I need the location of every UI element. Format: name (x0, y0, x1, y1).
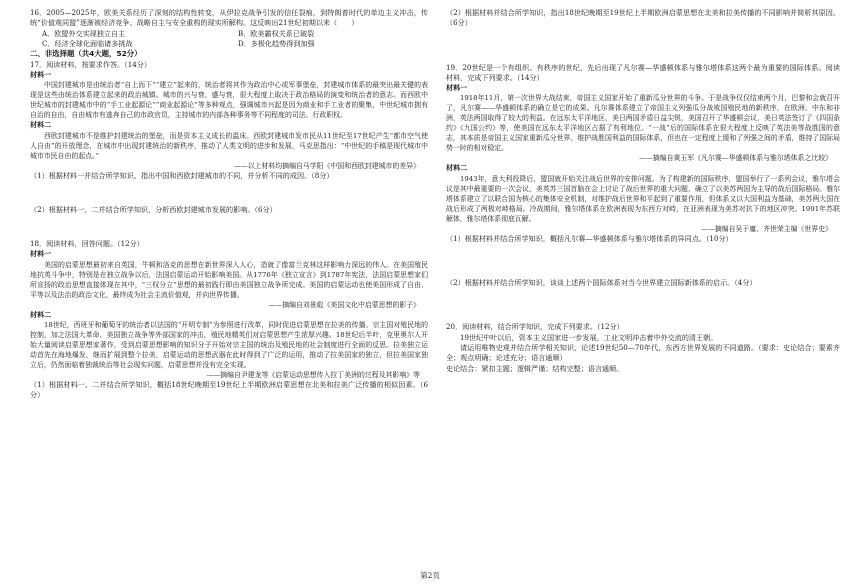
q19-material1-source: ——摘编自黄玉军《凡尔赛—华盛顿体系与雅尔塔体系之比较》 (639, 154, 832, 163)
q18-material2-title: 材料二 (30, 309, 52, 319)
q17-material2-text: 西欧封建城市不是维护封建统治的堡垒，而是资本主义成长的温床。西欧封建城市发市民从11世纪至17世纪产生“都市空气使人自由”的开放理念，在城市中出现封建统治的新秩序，推动了人类文明的进步和发展，马克思指出：“中世纪的手稿是现代城市中城市市民自由的起点。” (30, 131, 428, 160)
page-number: 第2页 (420, 571, 440, 580)
answer-space (446, 288, 840, 322)
q18-material1-text: 美国的启蒙思想最初来自英国，牛顿和洛克的思想在新世界深入人心，造就了像富兰克林这样影响力深远的伟人。在美国殖民地抗英斗争中，特别是在独立战争以后，法国启蒙运动开始影响美国。从1776年《独立宣言》到1787年宪法，法国启蒙思想家们所宣扬的政治思想直接体现在其中，“三权分立”思想的最初践行即由美国独立战争所完成。美国的启蒙运动也使美国形成了自由、平等以及法治的政治文化，最终成为社会主流价值观，并向世界传播。 (30, 260, 428, 299)
q17-material2-source: ——以上材料均摘编自马学阳《中国和西欧封建城市的差异》 (233, 161, 420, 170)
q18-sub1: （1）根据材料一、二并结合所学知识，概括18世纪晚期至19世纪上半期欧洲启蒙思想在北美和拉美广泛传播的相似因素。（6分） (30, 380, 428, 400)
q16-option-c: C．经济全球化面临诸多挑战 (42, 38, 133, 48)
answer-space (30, 215, 428, 239)
q18-stem: 18．阅读材料，回答问题。（12分） (30, 239, 144, 249)
q18-material2-source: ——摘编自尹建龙等《启蒙运动思想传入拉丁美洲的过程及其影响》等 (206, 371, 420, 380)
q16-option-d: D．多极化趋势得到加强 (238, 38, 315, 48)
q16-option-b: B．欧美霸权关系已破裂 (238, 28, 315, 38)
q19-sub2: （2）根据材料并结合所学知识，谈谈上述两个国际体系对当今世界建立国际新体系的启示。（4分） (446, 278, 757, 288)
right-column (446, 8, 840, 374)
answer-space (446, 244, 840, 278)
q20-text1: 19世纪中叶以后，资本主义国家进一步发展，工业文明冲击着中外交流的清王朝。 (460, 332, 718, 342)
answer-space (30, 181, 428, 205)
q19-material1-title: 材料一 (446, 83, 468, 93)
q18-material1-title: 材料一 (30, 249, 52, 259)
q17-material1-title: 材料一 (30, 69, 52, 79)
q20-stem: 20．阅读材料，结合所学知识，完成下列要求。（12分） (446, 322, 624, 332)
q20-text3: 史论结合：紧扣主题；逻辑严谨；结构完整；语言通顺。 (446, 363, 624, 373)
q18-material1-source: ——摘编自刘景彪《美国文化中启蒙思想的影子》 (268, 300, 420, 309)
q17-stem: 17．阅读材料，按要求作答。（14分） (30, 59, 151, 69)
left-column (30, 8, 428, 401)
q19-material1-text: 1918年11月，第一次世界大战结束，帝国主义国家开始了重新瓜分世界的斗争。于是战争仅仅结束两个月，巴黎和会就召开了，凡尔赛——华盛顿体系的确立是它的成果。凡尔赛体系建立了帝国主义列强瓜分战败国殖民地的新秩序，在欧洲、中东和非洲，英法两国取得了较大的利益。在远东太平洋地区，美日两国矛盾日益尖锐，美国召开了华盛顿会议，美日英法签订了《四国条约》《九国公约》等，使美国在远东太平洋地区占据了有利地位。“一战”后的国际体系在很大程度上反映了英法美等战胜国的意志，其本质是帝国主义国家重新瓜分世界、维护战胜国利益的国际体系，但也在一定程度上缓和了列强之间的矛盾，维持了国际局势一时的相对稳定。 (446, 94, 840, 153)
q17-sub2: （2）根据材料一、二并结合所学知识，分析西欧封建城市发展的影响。（6分） (30, 204, 277, 214)
q19-material2-text: 1943年，意大利投降后，盟国就开始关注战后世界的安排问题。为了构建新的国际秩序，盟国举行了一系列会议，雅尔塔会议是其中最重要的一次会议，美英苏三国首脑在会上讨论了战后世界的重大问题，确立了以美苏两国为主导的战后国际格局。雅尔塔体系建立了以联合国为核心的集体安全机制，对维护战后世界和平起到了重要作用，但体系又以大国利益为基础，美苏两大国在战后形成了两极对峙格局。冷战期间，雅尔塔体系在欧洲表现为东西方对峙，在亚洲表现为美苏对抗下的地区冲突。1991年苏联解体，雅尔塔体系彻底瓦解。 (446, 174, 840, 223)
q17-material1-text: 中国封建城市是由统治者“自上而下”“建立”起来的，统治者将其作为政治中心或军事堡垒，封建城市体系的最突出最关键的表现是这些由统治体系建立起来的政治城镇。城市的兴与衰、盛与衰，很大程度上取决于政治格局的演变和统治者的意志。而西欧中世纪城市的封建城市中的“手工业起源论”“商业起源论”等多种观点，强调城市兴起是因为商业和手工业者的聚集，中世纪城市拥有自治的自由，自由城市有逃奔自己的市政官员，主持城市的内部各种事务等不同程度的司法、行政职权。 (30, 81, 428, 120)
answer-space (446, 29, 840, 63)
q19-material2-source: ——摘编自吴于廑、齐世荣主编《世界史》 (701, 224, 832, 233)
q19-sub1: （1）根据材料并结合所学知识，概括凡尔赛—华盛顿体系与雅尔塔体系的异同点。（10分） (446, 233, 733, 243)
q19-stem: 19．20世纪是一个有组织、有秩序的世纪，先后出现了凡尔赛—华盛顿体系与雅尔塔体系这两个最为重要的国际体系。阅读材料，完成下列要求。（14分） (446, 62, 840, 82)
q17-sub1: （1）根据材料一并结合所学知识，指出中国和西欧封建城市的不同，并分析不同的成因。（8分） (30, 170, 334, 180)
q20-text2: 请运用唯物史观并结合所学相关知识，论述19世纪50—70年代，东西方世界发展的不同道路。（要求：史论结合；要素齐全；观点明确；论述充分；语言通顺） (446, 342, 840, 363)
q18-material2-text: 18世纪，西班牙和葡萄牙的统治者以法国的“开明专制”为参照进行改革，同时促进启蒙思想在拉美的传播。宗主国对殖民地的控制，加之法国大革命、美国独立战争等外部国家的冲击，殖民地精英们对启蒙思想产生浓厚兴趣。18世纪后半叶，克里奥尔人开始大量阅读启蒙思想家著作，受到启蒙思想影响的知识分子开始对宗主国的统治及殖民地的社会制度进行全面的反思。拉美独立运动首先在海地爆发，继而扩展到整个拉美，启蒙运动的思想武器在此时得到了广泛的运用，推动了拉美国家的独立，但拉美国家独立后，仍然面临着独裁统治等社会现实问题，启蒙思想并没有完全实现。 (30, 321, 428, 370)
q16-options (30, 29, 428, 50)
section-title: 二、非选择题（共4大题，52分） (30, 49, 142, 59)
q16-option-a: A．欧盟外交实现独立自主 (42, 28, 126, 38)
q16-stem: 16．2005—2025年，欧美关系经历了深刻的结构性转变，从伊拉克战争引发的信任裂痕，到特朗普时代的单边主义冲击，传统“价值观同盟”逐渐被经济竞争、战略自主与安全重构的现实所解构。这反映出21世纪初期以来（ ） (30, 8, 428, 28)
q17-material2-title: 材料二 (30, 120, 52, 130)
q19-material2-title: 材料二 (446, 163, 468, 173)
q18-sub2: （2）根据材料并结合所学知识，指出18世纪晚期至19世纪上半期欧洲启蒙思想在北美和拉美传播的不同影响并简析其原因。（6分） (446, 8, 840, 28)
